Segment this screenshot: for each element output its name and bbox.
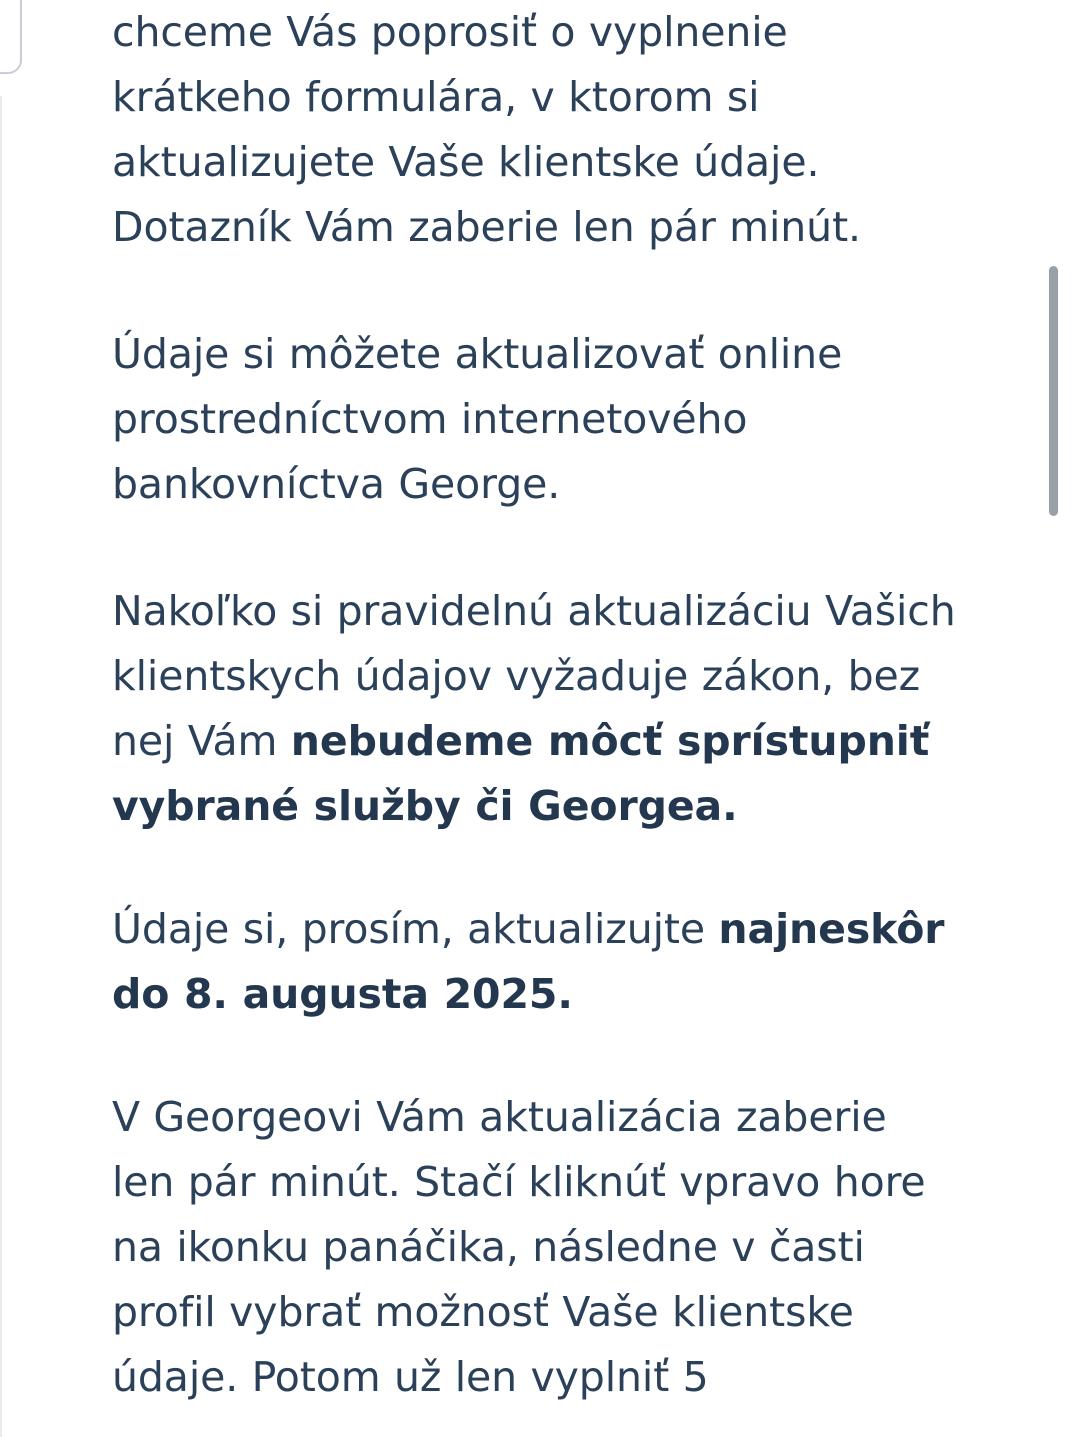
left-gutter-divider (0, 96, 2, 1437)
paragraph-1 (112, 0, 960, 260)
paragraph-spacer (112, 1027, 960, 1085)
paragraph-2 (112, 322, 960, 517)
scrollbar-thumb[interactable] (1049, 266, 1058, 516)
paragraph-spacer (112, 260, 960, 322)
paragraph-3-text: Nakoľko si pravidelnú aktualizáciu Vašich klientskych údajov vyžaduje zákon, bez nej Vám (112, 587, 956, 765)
paragraph-2-text: Údaje si môžete aktualizovať online prostredníctvom internetového bankovníctva George. (112, 330, 843, 508)
paragraph-spacer (112, 517, 960, 579)
paragraph-1-text: chceme Vás poprosiť o vyplnenie krátkeho formulára, v ktorom si aktualizujete Vaše klientske údaje. Dotazník Vám zaberie len pár minút. (112, 8, 861, 251)
paragraph-4-text: Údaje si, prosím, aktualizujte (112, 905, 719, 953)
paragraph-4-deadline: najneskôr do 8. augusta 2025. (112, 905, 945, 1018)
paragraph-5 (112, 1085, 960, 1410)
paragraph-4 (112, 897, 960, 1027)
paragraph-3 (112, 579, 960, 839)
paragraph-5-text: V Georgeovi Vám aktualizácia zaberie len pár minút. Stačí kliknúť vpravo hore na ikonku panáčika, následne v časti profil vybrať možnosť Vaše klientske údaje. Potom už len vyplniť 5 (112, 1093, 926, 1401)
scrollbar-track[interactable] (1058, 0, 1070, 1437)
paragraph-spacer (112, 839, 960, 897)
document-body (112, 0, 960, 1410)
paragraph-3-emphasis: nebudeme môcť sprístupniť vybrané služby či Georgea. (112, 717, 930, 830)
top-left-rounded-chip (0, 0, 22, 74)
